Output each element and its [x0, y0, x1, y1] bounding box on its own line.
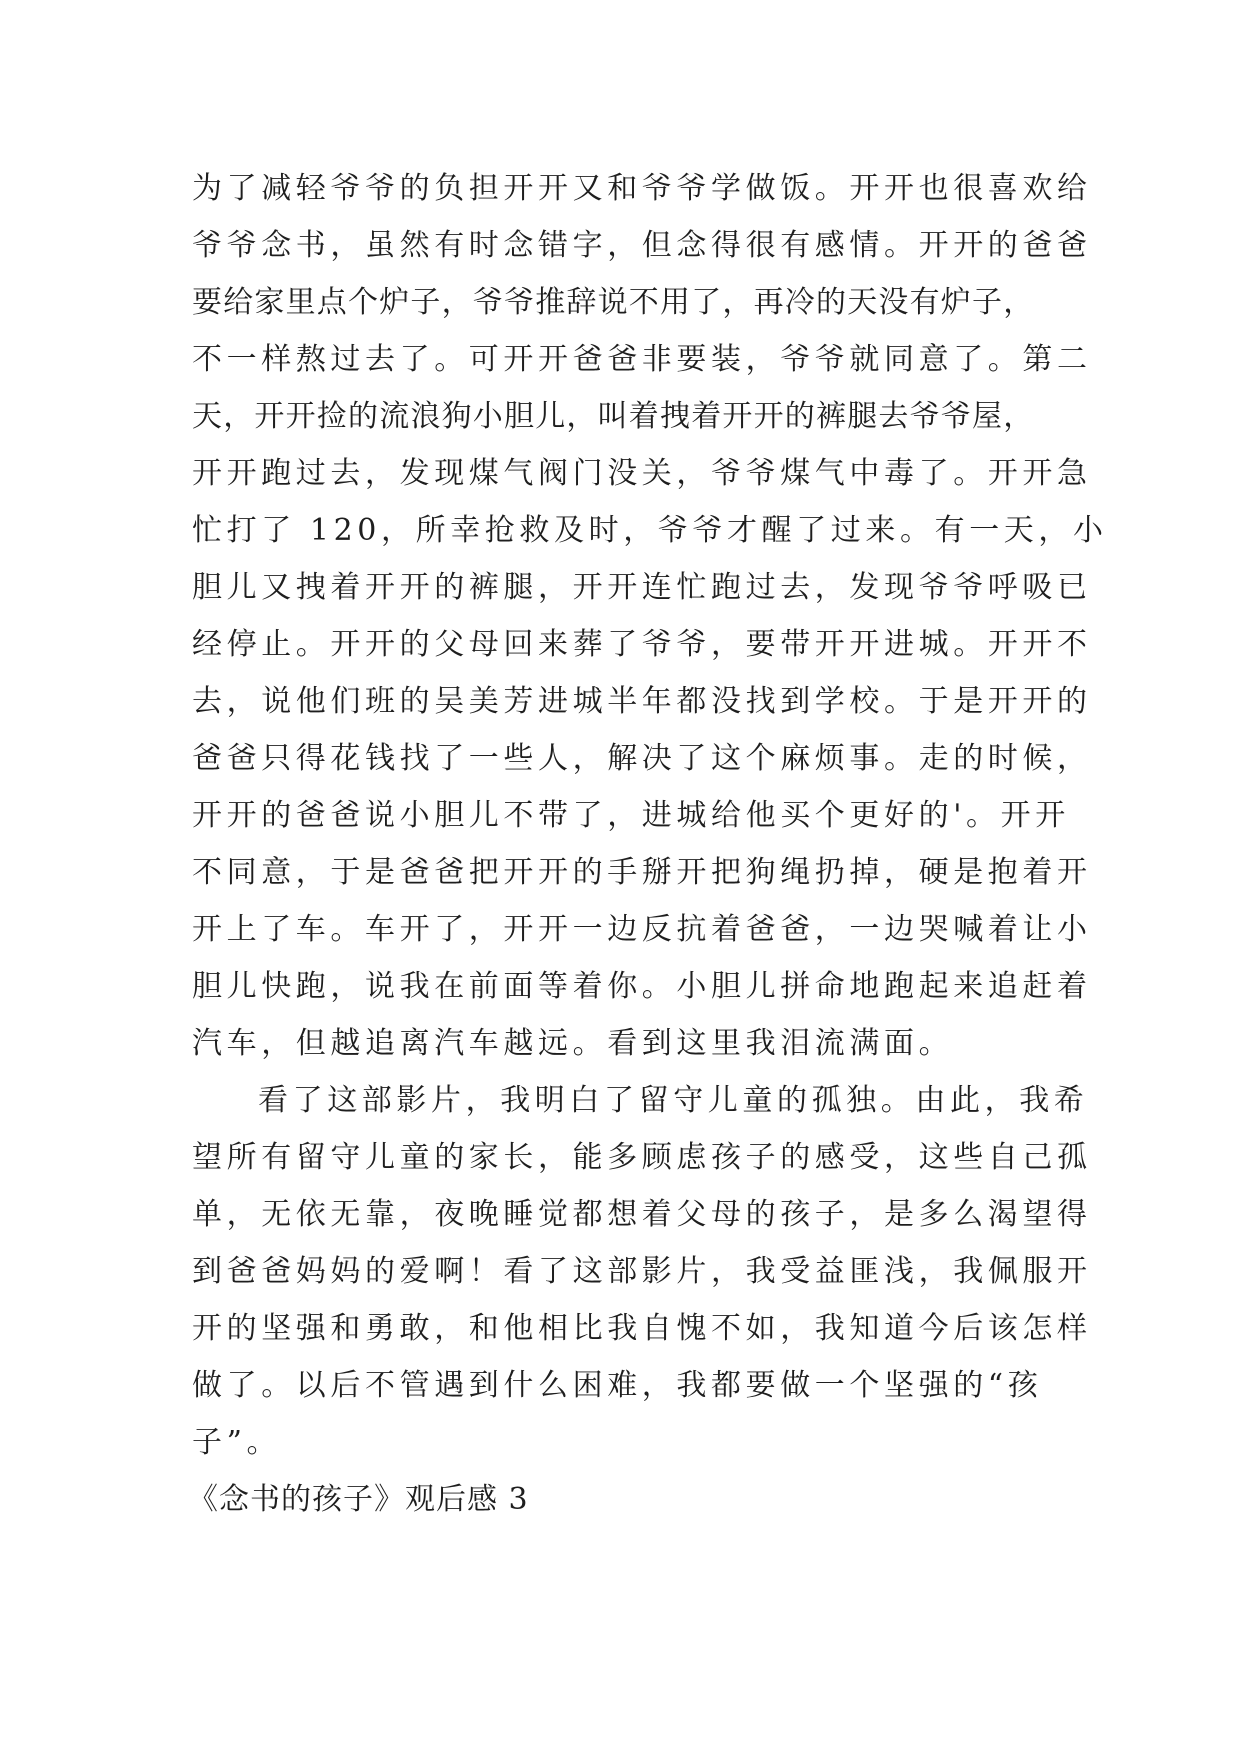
- text-line: 开的坚强和勇敢，和他相比我自愧不如，我知道今后该怎样: [192, 1311, 1092, 1346]
- text-line: 爸爸只得花钱找了一些人，解决了这个麻烦事。走的时候，: [192, 741, 1092, 776]
- text-line: 做了。以后不管遇到什么困难，我都要做一个坚强的“孩: [192, 1368, 1043, 1403]
- paragraph-2: [192, 1072, 1092, 1471]
- paragraph-1: [192, 160, 1108, 1072]
- text-line: 天，开开捡的流浪狗小胆儿，叫着拽着开开的裤腿去爷爷屋，: [192, 399, 1035, 434]
- text-line: 为了减轻爷爷的负担开开又和爷爷学做饭。开开也很喜欢给: [192, 171, 1092, 206]
- text-line: 去，说他们班的吴美芳进城半年都没找到学校。于是开开的: [192, 684, 1092, 719]
- text-line: 胆儿又拽着开开的裤腿，开开连忙跑过去，发现爷爷呼吸已: [192, 570, 1092, 605]
- text-line: 爷爷念书，虽然有时念错字，但念得很有感情。开开的爸爸: [192, 228, 1092, 263]
- text-line: 看了这部影片，我明白了留守儿童的孤独。由此，我希: [258, 1083, 1089, 1118]
- text-line: 不同意，于是爸爸把开开的手掰开把狗绳扔掉，硬是抱着开: [192, 855, 1092, 890]
- section-heading: 《念书的孩子》观后感 3: [188, 1482, 529, 1517]
- text-line: 开上了车。车开了，开开一边反抗着爸爸，一边哭喊着让小: [192, 912, 1092, 947]
- text-line: 到爸爸妈妈的爱啊！看了这部影片，我受益匪浅，我佩服开: [192, 1254, 1092, 1289]
- text-line: 开开的爸爸说小胆儿不带了，进城给他买个更好的'。开开: [192, 798, 1070, 833]
- text-line: 不一样熬过去了。可开开爸爸非要装，爷爷就同意了。第二: [192, 342, 1092, 377]
- text-line: 单，无依无靠，夜晚睡觉都想着父母的孩子，是多么渴望得: [192, 1197, 1092, 1232]
- text-line: 汽车，但越追离汽车越远。看到这里我泪流满面。: [192, 1026, 954, 1061]
- text-line: 子”。: [192, 1425, 282, 1460]
- text-line: 忙打了 120，所幸抢救及时，爷爷才醒了过来。有一天，小: [192, 513, 1108, 548]
- text-line: 开开跑过去，发现煤气阀门没关，爷爷煤气中毒了。开开急: [192, 456, 1092, 491]
- text-line: 胆儿快跑，说我在前面等着你。小胆儿拼命地跑起来追赶着: [192, 969, 1092, 1004]
- document-body: [188, 160, 1108, 1528]
- text-line: 望所有留守儿童的家长，能多顾虑孩子的感受，这些自己孤: [192, 1140, 1092, 1175]
- text-line: 经停止。开开的父母回来葬了爷爷，要带开开进城。开开不: [192, 627, 1092, 662]
- text-line: 要给家里点个炉子，爷爷推辞说不用了，再冷的天没有炉子，: [192, 285, 1035, 320]
